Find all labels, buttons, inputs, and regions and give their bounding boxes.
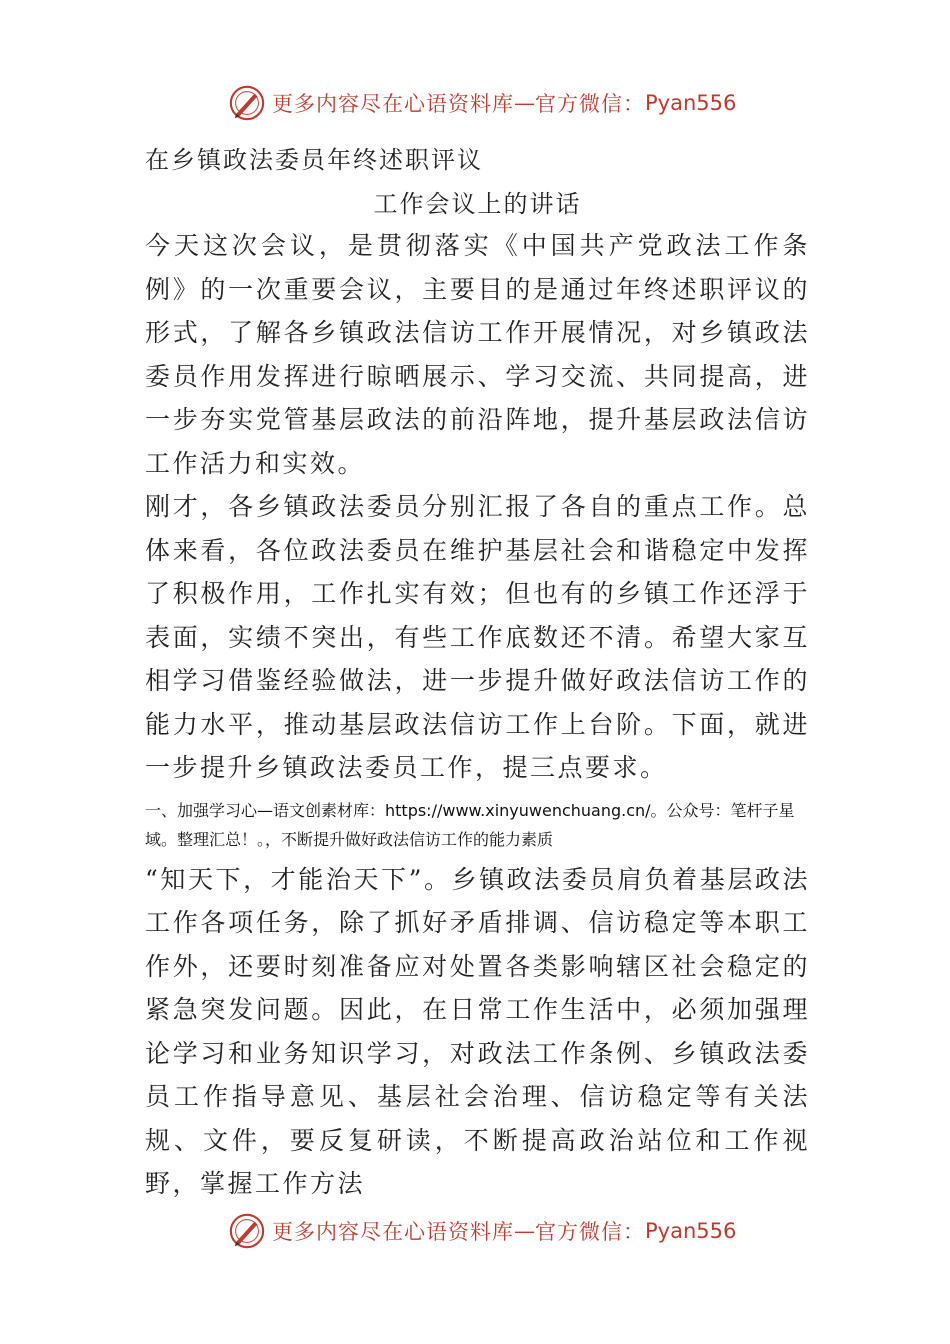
banner-separator: — xyxy=(514,91,535,115)
header-watermark-banner xyxy=(228,82,748,124)
document-body xyxy=(145,140,810,1206)
pen-logo-icon xyxy=(228,84,266,122)
banner-separator: — xyxy=(514,1219,535,1243)
document-title-line1: 在乡镇政法委员年终述职评议 xyxy=(145,146,483,174)
document-title-line2: 工作会议上的讲话 xyxy=(373,190,582,218)
banner-wechat-label: 官方微信： xyxy=(535,1220,645,1244)
banner-wechat-label: 官方微信： xyxy=(535,92,645,116)
footer-watermark-banner xyxy=(228,1210,748,1252)
banner-text: 更多内容尽在心语资料库 xyxy=(272,1220,514,1244)
paragraph-summary: 刚才，各乡镇政法委员分别汇报了各自的重点工作。总体来看，各位政法委员在维护基层社会和谐稳定中发挥了积极作用，工作扎实有效；但也有的乡镇工作还浮于表面，实绩不突出，有些工作底数还不清。希望大家互相学习借鉴经验做法，进一步提升做好政法信访工作的能力水平，推动基层政法信访工作上台阶。下面，就进一步提升乡镇政法委员工作，提三点要求。 xyxy=(145,492,810,782)
paragraph-intro: 今天这次会议，是贯彻落实《中国共产党政法工作条例》的一次重要会议，主要目的是通过年终述职评议的形式，了解各乡镇政法信访工作开展情况，对乡镇政法委员作用发挥进行晾晒展示、学习交流、共同提高，进一步夯实党管基层政法的前沿阵地，提升基层政法信访工作活力和实效。 xyxy=(145,231,810,478)
pen-logo-icon xyxy=(228,1212,266,1250)
banner-text: 更多内容尽在心语资料库 xyxy=(272,92,514,116)
section-heading: 一、加强学习心—语文创素材库：https://www.xinyuwenchuang.cn/。公众号：笔杆子星域。整理汇总！。，不断提升做好政法信访工作的能力素质 xyxy=(145,800,795,849)
paragraph-section-1: “知天下，才能治天下”。乡镇政法委员肩负着基层政法工作各项任务，除了抓好矛盾排调、信访稳定等本职工作外，还要时刻准备应对处置各类影响辖区社会稳定的紧急突发问题。因此，在日常工作生活中，必须加强理论学习和业务知识学习，对政法工作条例、乡镇政法委员工作指导意见、基层社会治理、信访稳定等有关法规、文件，要反复研读，不断提高政治站位和工作视野，掌握工作方法 xyxy=(145,864,810,1198)
banner-wechat-id: Pyan556 xyxy=(645,1219,737,1243)
banner-wechat-id: Pyan556 xyxy=(645,91,737,115)
